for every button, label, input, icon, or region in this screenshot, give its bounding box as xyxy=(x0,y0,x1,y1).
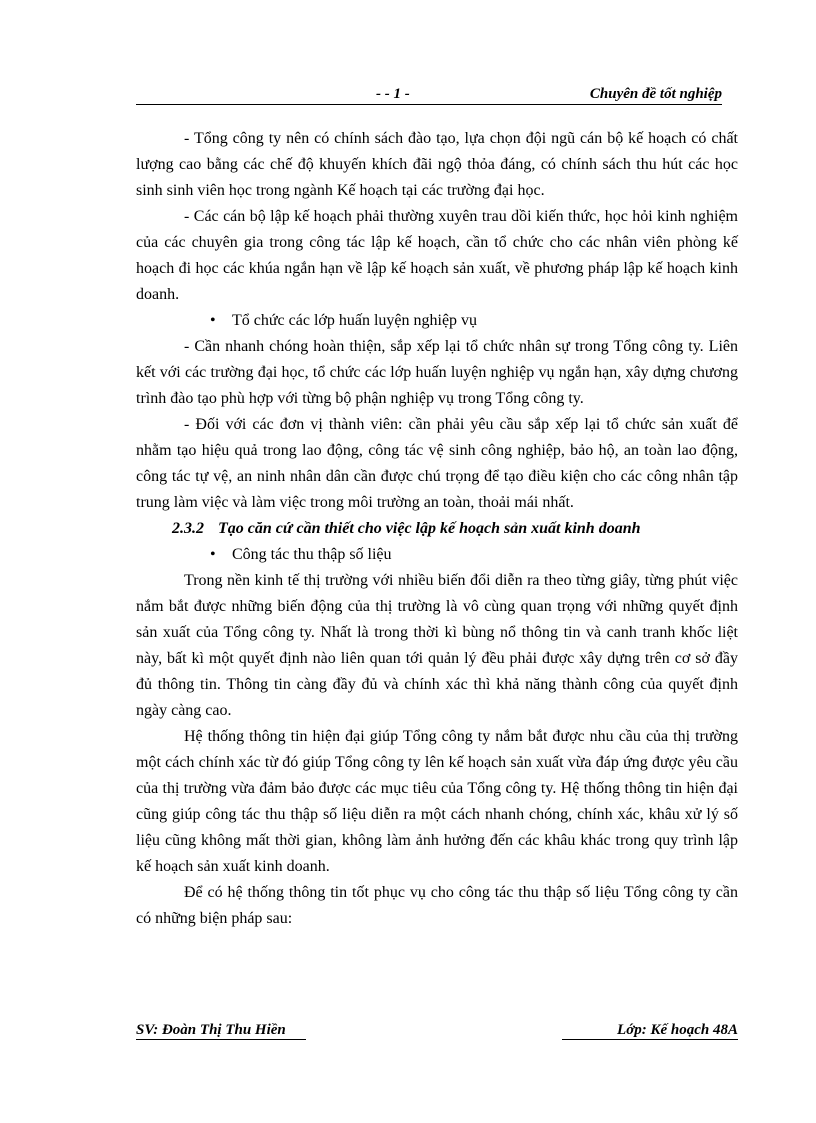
paragraph: - Cần nhanh chóng hoàn thiện, sắp xếp lại tổ chức nhân sự trong Tổng công ty. Liên kết với các trường đại học, tổ chức các lớp huấn luyện nghiệp vụ ngắn hạn, xây dựng chương trình đào tạo phù hợp với từng bộ phận nghiệp vụ trong Tổng công ty. xyxy=(136,338,738,407)
bullet-text: Tổ chức các lớp huấn luyện nghiệp vụ xyxy=(232,312,478,329)
paragraph: Trong nền kinh tế thị trường với nhiều biến đổi diễn ra theo từng giây, từng phút việc nắm bắt được những biến động của thị trường là vô cùng quan trọng với những quyết định sản xuất của Tổng công ty. Nhất là trong thời kì bùng nổ thông tin và canh tranh khốc liệt này, bất kì một quyết định nào liên quan tới quản lý đều phải được xây dựng trên cơ sở đầy đủ thông tin. Thông tin càng đầy đủ và chính xác thì khả năng thành công của quyết định ngày càng cao. xyxy=(136,572,738,719)
bullet-item xyxy=(136,308,738,334)
paragraph: Hệ thống thông tin hiện đại giúp Tổng công ty nắm bắt được nhu cầu của thị trường một cách chính xác từ đó giúp Tổng công ty lên kế hoạch sản xuất vừa đáp ứng được yêu cầu của thị trường vừa đảm bảo được các mục tiêu của Tổng công ty. Hệ thống thông tin hiện đại cũng giúp công tác thu thập số liệu diễn ra một cách nhanh chóng, chính xác, khâu xử lý số liệu cũng không mất thời gian, không làm ảnh hưởng đến các khâu khác trong quy trình lập kế hoạch sản xuất kinh doanh. xyxy=(136,728,738,875)
bullet-text: Công tác thu thập số liệu xyxy=(232,546,392,563)
bullet-item xyxy=(136,542,738,568)
paragraph: - Đối với các đơn vị thành viên: cần phải yêu cầu sắp xếp lại tổ chức sản xuất để nhằm tạo hiệu quả trong lao động, công tác vệ sinh công nghiệp, bảo hộ, an toàn lao động, công tác tự vệ, an ninh nhân dân cần được chú trọng để tạo điều kiện cho các công nhân tập trung làm việc và làm việc trong môi trường an toàn, thoải mái nhất. xyxy=(136,416,738,511)
document-body xyxy=(136,126,738,932)
bullet-icon: • xyxy=(210,546,216,563)
paragraph: - Tổng công ty nên có chính sách đào tạo, lựa chọn đội ngũ cán bộ kế hoạch có chất lượng cao bằng các chế độ khuyến khích đãi ngộ thỏa đáng, có chính sách thu hút các học sinh sinh viên học trong ngành Kế hoạch tại các trường đại học. xyxy=(136,130,738,199)
page-number: - - 1 - xyxy=(376,86,410,102)
paragraph: - Các cán bộ lập kế hoạch phải thường xuyên trau dồi kiến thức, học hỏi kinh nghiệm của các chuyên gia trong công tác lập kế hoạch, cần tổ chức cho các nhân viên phòng kế hoạch đi học các khúa ngắn hạn về lập kế hoạch sản xuất, về phương pháp lập kế hoạch kinh doanh. xyxy=(136,208,738,303)
bullet-icon: • xyxy=(210,312,216,329)
footer-class: Lớp: Kế hoạch 48A xyxy=(562,1022,738,1040)
footer-student: SV: Đoàn Thị Thu Hiền xyxy=(136,1022,306,1040)
paragraph: Để có hệ thống thông tin tốt phục vụ cho công tác thu thập số liệu Tổng công ty cần có những biện pháp sau: xyxy=(136,884,738,927)
section-heading xyxy=(136,516,738,542)
page-header xyxy=(136,84,722,105)
section-number: 2.3.2 xyxy=(172,520,204,537)
header-title: Chuyên đề tốt nghiệp xyxy=(589,86,722,102)
page-footer xyxy=(136,1022,738,1042)
section-title: Tạo căn cứ cần thiết cho việc lập kế hoạch sản xuất kinh doanh xyxy=(218,520,641,537)
